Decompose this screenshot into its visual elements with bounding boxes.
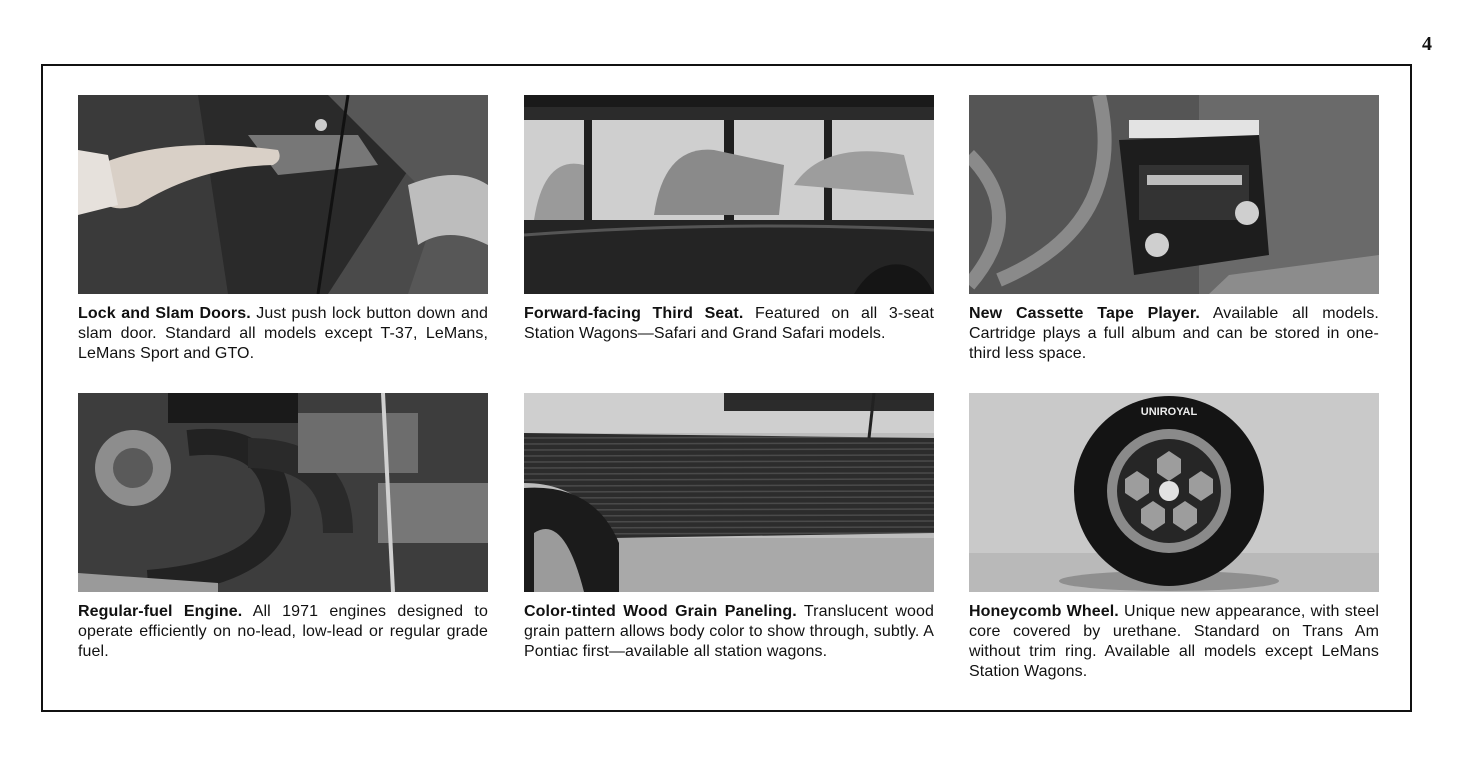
feature-card-wood-grain bbox=[524, 393, 934, 662]
feature-title: Lock and Slam Doors. bbox=[78, 305, 251, 322]
feature-card-honeycomb-wheel bbox=[969, 393, 1379, 682]
feature-body: Just push lock button down and slam door. Standard all models except T-37, LeMans, LeMans Sport and GTO. bbox=[78, 305, 488, 362]
feature-caption bbox=[78, 304, 488, 364]
feature-body: Translucent wood grain pattern allows body color to show through, subtly. A Pontiac first—available all station wagons. bbox=[524, 603, 934, 660]
page-number: 4 bbox=[1422, 33, 1432, 55]
feature-caption bbox=[78, 602, 488, 662]
feature-caption bbox=[524, 304, 934, 344]
hand-on-door-photo bbox=[78, 95, 488, 294]
tire-brand-text: UNIROYAL bbox=[1140, 406, 1198, 418]
engine-photo bbox=[78, 393, 488, 592]
feature-card-third-seat bbox=[524, 95, 934, 344]
station-wagon-seats-photo bbox=[524, 95, 934, 294]
feature-title: Color-tinted Wood Grain Paneling. bbox=[524, 603, 797, 620]
feature-card-lock-doors bbox=[78, 95, 488, 364]
feature-title: Forward-facing Third Seat. bbox=[524, 305, 744, 322]
feature-body: All 1971 engines designed to operate efficiently on no-lead, low-lead or regular grade fuel. bbox=[78, 603, 488, 660]
feature-body: Featured on all 3-seat Station Wagons—Safari and Grand Safari models. bbox=[524, 305, 934, 342]
cassette-player-photo bbox=[969, 95, 1379, 294]
feature-card-cassette bbox=[969, 95, 1379, 364]
feature-body: Available all models. Cartridge plays a full album and can be stored in one-third less space. bbox=[969, 305, 1379, 362]
feature-card-engine bbox=[78, 393, 488, 662]
feature-title: Regular-fuel Engine. bbox=[78, 603, 243, 620]
feature-caption bbox=[524, 602, 934, 662]
feature-caption bbox=[969, 304, 1379, 364]
feature-panel bbox=[41, 64, 1412, 712]
feature-caption bbox=[969, 602, 1379, 682]
feature-body: Unique new appearance, with steel core covered by urethane. Standard on Trans Am without trim ring. Available all models except LeMans Station Wagons. bbox=[969, 603, 1379, 680]
wood-grain-panel-photo bbox=[524, 393, 934, 592]
feature-title: New Cassette Tape Player. bbox=[969, 305, 1200, 322]
honeycomb-wheel-photo bbox=[969, 393, 1379, 592]
feature-title: Honeycomb Wheel. bbox=[969, 603, 1119, 620]
